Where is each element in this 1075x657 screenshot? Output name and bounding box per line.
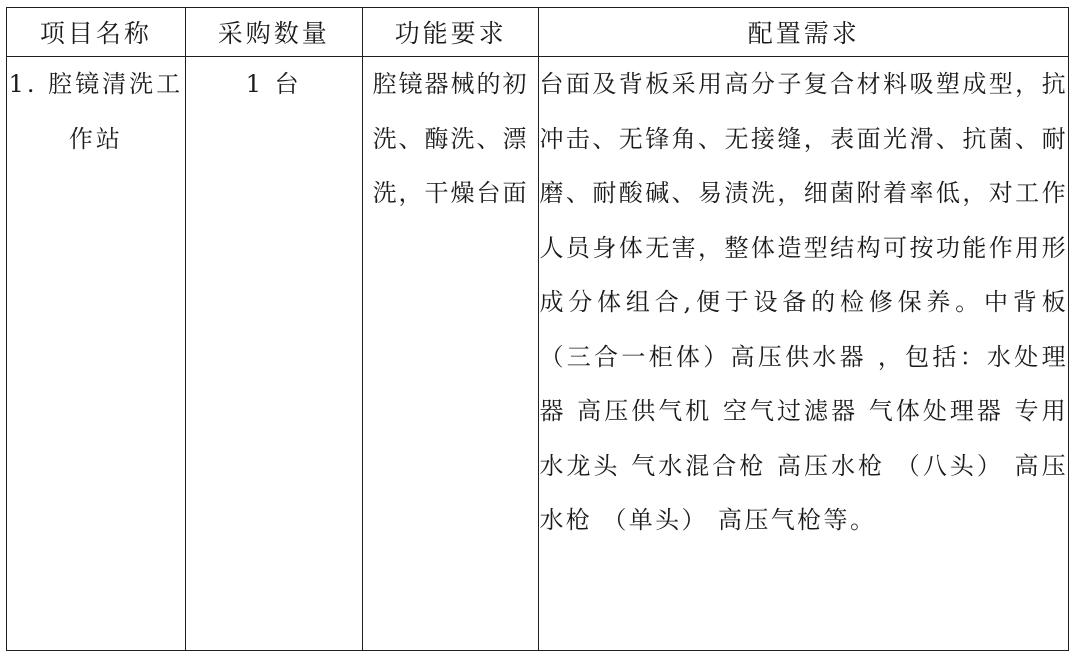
cell-function-requirements: 腔镜器械的初洗、酶洗、漂洗，干燥台面 bbox=[362, 57, 539, 651]
procurement-spec-table bbox=[6, 7, 1069, 651]
cell-configuration-requirements: 台面及背板采用高分子复合材料吸塑成型，抗冲击、无锋角、无接缝，表面光滑、抗菌、耐磨、耐酸碱、易渍洗，细菌附着率低，对工作人员身体无害，整体造型结构可按功能作用形成分体组合,便于设备的检修保养。中背板（三合一柜体）高压供水器 ，包括：水处理器 高压供气机 空气过滤器 气体处理器 专用水龙头 气水混合枪 高压水枪 （八头） 高压水枪 （单头） 高压气枪等。 bbox=[539, 57, 1069, 651]
header-quantity: 采购数量 bbox=[185, 8, 362, 57]
table-header-row bbox=[7, 8, 1069, 57]
header-function-requirements: 功能要求 bbox=[362, 8, 539, 57]
header-configuration-requirements: 配置需求 bbox=[539, 8, 1069, 57]
cell-item-name: 1. 腔镜清洗工作站 bbox=[7, 57, 186, 651]
table-row bbox=[7, 57, 1069, 651]
header-item-name: 项目名称 bbox=[7, 8, 186, 57]
cell-quantity: 1 台 bbox=[185, 57, 362, 651]
